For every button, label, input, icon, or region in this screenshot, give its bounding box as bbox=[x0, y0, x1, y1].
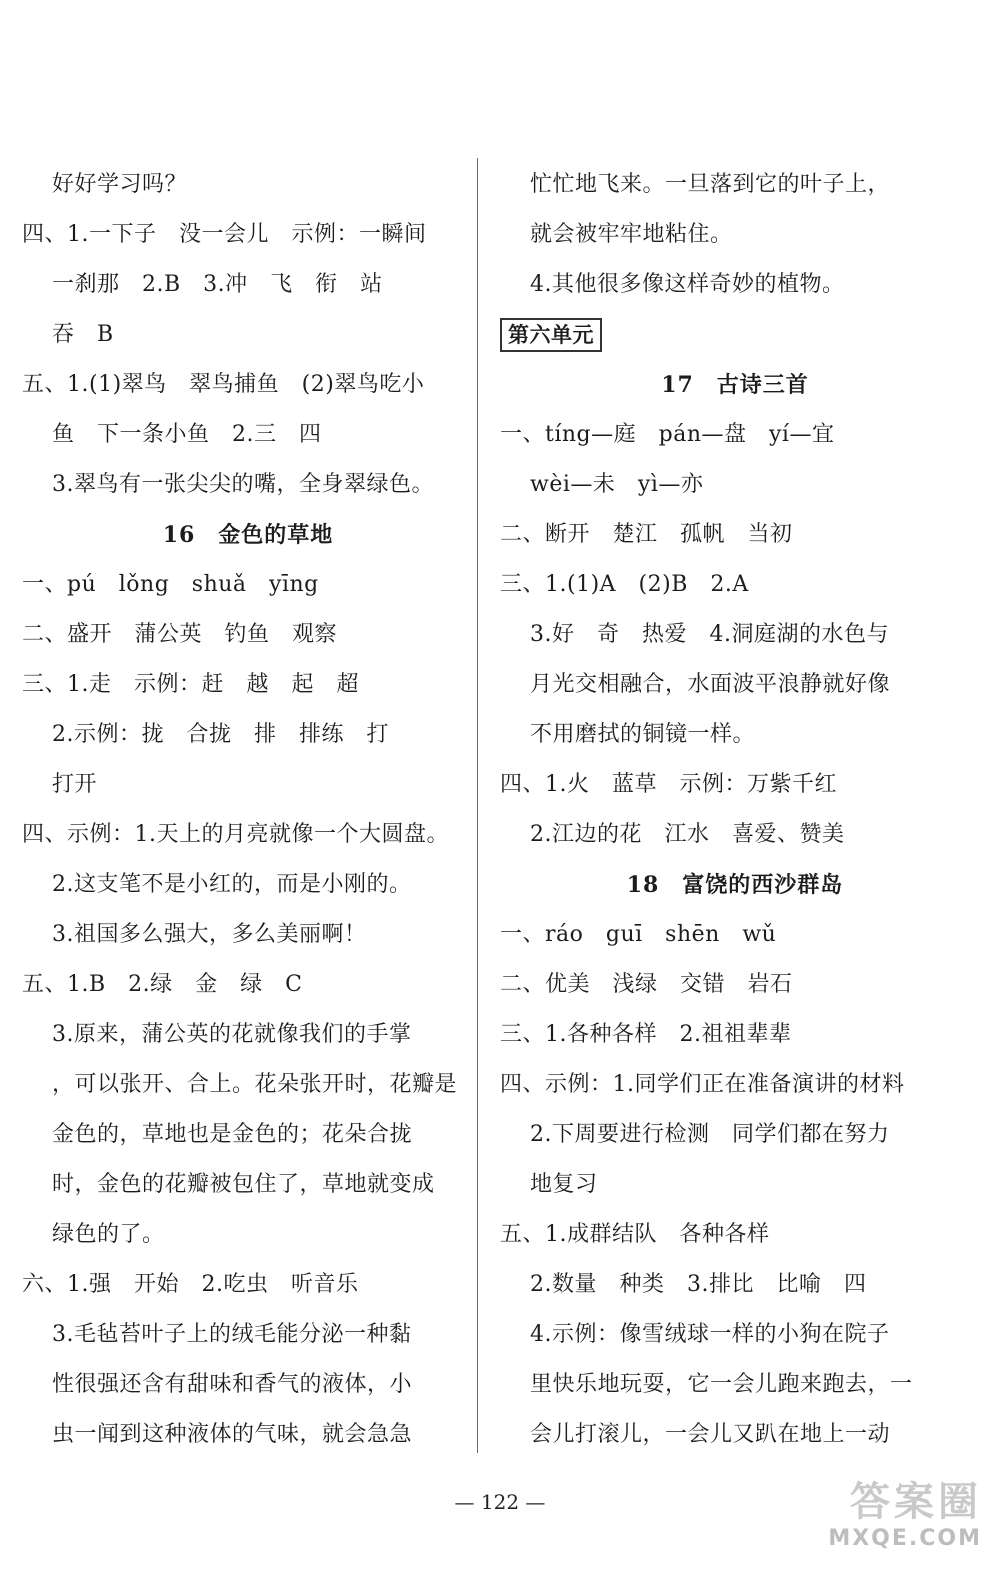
column-divider bbox=[477, 158, 478, 1453]
answer-line: 地复习 bbox=[530, 1172, 598, 1197]
answer-line: 鱼 下一条小鱼 2.三 四 bbox=[52, 422, 322, 447]
answer-line: 一刹那 2.B 3.冲 飞 衔 站 bbox=[52, 272, 383, 297]
section-title: 16 金色的草地 bbox=[162, 522, 334, 548]
answer-line: 五、1.B 2.绿 金 绿 C bbox=[22, 972, 303, 997]
left-column bbox=[22, 160, 474, 1460]
answer-line: 绿色的了。 bbox=[52, 1222, 165, 1247]
answer-line: 会儿打滚儿，一会儿又趴在地上一动 bbox=[530, 1422, 891, 1447]
answer-line: 忙忙地飞来。一旦落到它的叶子上， bbox=[530, 172, 891, 197]
answer-line: 虫一闻到这种液体的气味，就会急急 bbox=[52, 1422, 413, 1447]
answer-line: 好好学习吗？ bbox=[52, 172, 188, 197]
watermark-title: 答案圈 bbox=[850, 1479, 982, 1525]
answer-line: 3.毛毡苔叶子上的绒毛能分泌一种黏 bbox=[52, 1322, 412, 1347]
answer-line: 二、盛开 蒲公英 钓鱼 观察 bbox=[22, 622, 338, 647]
answer-line: 3.翠鸟有一张尖尖的嘴，全身翠绿色。 bbox=[52, 472, 434, 497]
answer-line: 3.原来，蒲公英的花就像我们的手掌 bbox=[52, 1022, 412, 1047]
right-column bbox=[500, 160, 970, 1460]
answer-line: 一、tíng—庭 pán—盘 yí—宜 bbox=[500, 422, 835, 447]
section-title: 18 富饶的西沙群岛 bbox=[626, 872, 844, 898]
answer-line: 2.数量 种类 3.排比 比喻 四 bbox=[530, 1272, 867, 1297]
answer-line: 就会被牢牢地粘住。 bbox=[530, 222, 733, 247]
answer-line: 一、pú lǒng shuǎ yīng bbox=[22, 572, 319, 597]
answer-line: 三、1.各种各样 2.祖祖辈辈 bbox=[500, 1022, 792, 1047]
answer-line: 四、1.火 蓝草 示例：万紫千红 bbox=[500, 772, 837, 797]
answer-line: 性很强还含有甜味和香气的液体，小 bbox=[52, 1372, 413, 1397]
answer-line: 五、1.(1)翠鸟 翠鸟捕鱼 (2)翠鸟吃小 bbox=[22, 372, 425, 397]
answer-line: 一、ráo guī shēn wǔ bbox=[500, 922, 777, 947]
answer-line: 3.好 奇 热爱 4.洞庭湖的水色与 bbox=[530, 622, 889, 647]
answer-line: 四、示例：1.天上的月亮就像一个大圆盘。 bbox=[22, 822, 449, 847]
answer-line: 里快乐地玩耍，它一会儿跑来跑去，一 bbox=[530, 1372, 913, 1397]
answer-line: 2.江边的花 江水 喜爱、赞美 bbox=[530, 822, 845, 847]
section-title: 17 古诗三首 bbox=[661, 372, 809, 398]
answer-line: 2.示例：拢 合拢 排 排练 打 bbox=[52, 722, 389, 747]
answer-line: 三、1.走 示例：赶 越 起 超 bbox=[22, 672, 359, 697]
answer-line: 4.其他很多像这样奇妙的植物。 bbox=[530, 272, 845, 297]
answer-line: 五、1.成群结队 各种各样 bbox=[500, 1222, 770, 1247]
answer-line: 打开 bbox=[52, 772, 98, 797]
answer-line: ，可以张开、合上。花朵张开时，花瓣是 bbox=[52, 1072, 458, 1097]
answer-line: 六、1.强 开始 2.吃虫 听音乐 bbox=[22, 1272, 359, 1297]
page-number: — 122 — bbox=[454, 1490, 546, 1514]
answer-line: 月光交相融合，水面波平浪静就好像 bbox=[530, 672, 891, 697]
unit-heading bbox=[500, 310, 970, 360]
answer-line: 二、优美 浅绿 交错 岩石 bbox=[500, 972, 793, 997]
answer-line: 四、示例：1.同学们正在准备演讲的材料 bbox=[500, 1072, 905, 1097]
answer-line: 4.示例：像雪绒球一样的小狗在院子 bbox=[530, 1322, 890, 1347]
unit-heading-label: 第六单元 bbox=[500, 318, 602, 352]
watermark-domain: MXQE.COM bbox=[828, 1526, 982, 1551]
answer-line: 三、1.(1)A (2)B 2.A bbox=[500, 572, 749, 597]
answer-line: 不用磨拭的铜镜一样。 bbox=[530, 722, 756, 747]
answer-line: 二、断开 楚江 孤帆 当初 bbox=[500, 522, 793, 547]
answer-line: 2.下周要进行检测 同学们都在努力 bbox=[530, 1122, 890, 1147]
answer-line: 四、1.一下子 没一会儿 示例：一瞬间 bbox=[22, 222, 427, 247]
answer-line: 3.祖国多么强大，多么美丽啊！ bbox=[52, 922, 367, 947]
answer-line: 时，金色的花瓣被包住了，草地就变成 bbox=[52, 1172, 435, 1197]
answer-line: 2.这支笔不是小红的，而是小刚的。 bbox=[52, 872, 412, 897]
answer-line: wèi—未 yì—亦 bbox=[530, 472, 704, 497]
answer-line: 吞 B bbox=[52, 322, 114, 347]
watermark-logo bbox=[782, 1478, 982, 1568]
answer-line: 金色的，草地也是金色的；花朵合拢 bbox=[52, 1122, 413, 1147]
